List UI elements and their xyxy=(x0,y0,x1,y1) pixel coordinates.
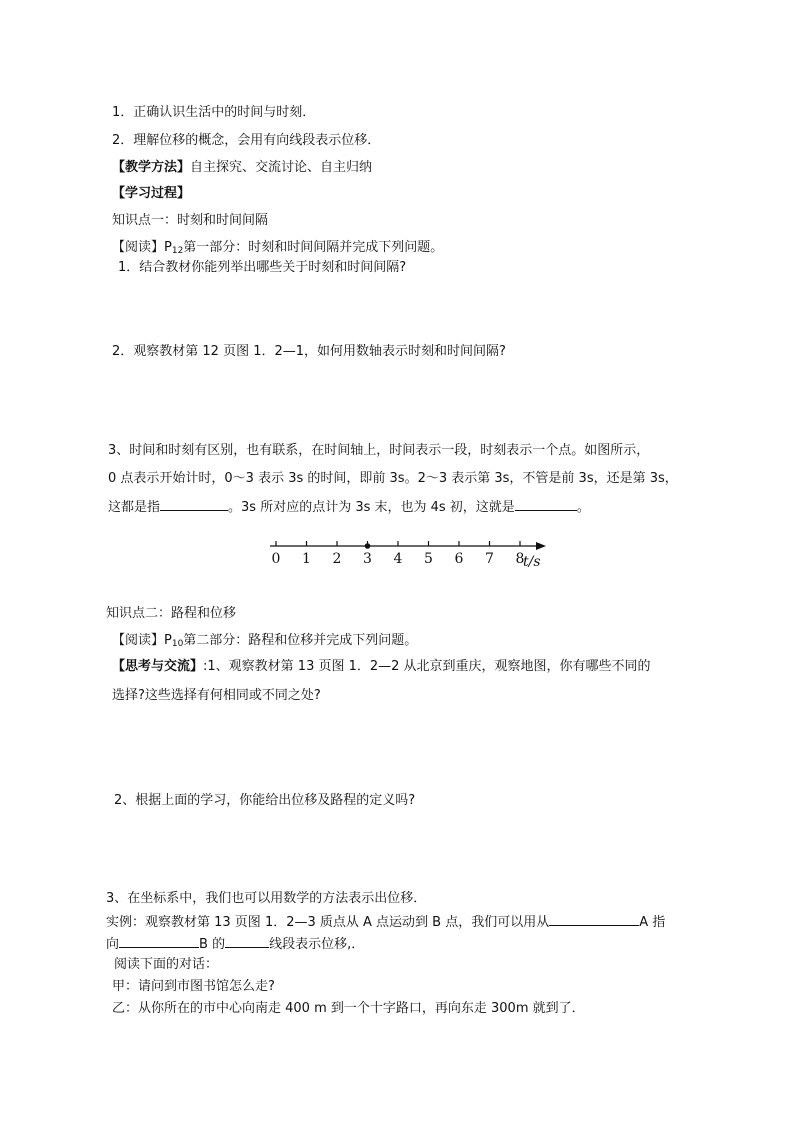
learning-process-heading: 【学习过程】 xyxy=(112,186,191,201)
reading-instruction-1 xyxy=(112,239,443,257)
example-text-e: 线段表示位移,． xyxy=(269,937,365,952)
axis-tick-label-7: 7 xyxy=(485,551,494,567)
think-exchange xyxy=(112,658,651,676)
reading-text-2: 第二部分：路程和位移并完成下列问题。 xyxy=(183,633,418,648)
axis-tick-label-3: 3 xyxy=(363,551,372,567)
axis-marked-point xyxy=(365,543,371,549)
question-1-3-line2: 0 点表示开始计时，0～3 表示 3s 的时间，即前 3s。2～3 表示第 3s，不管是前 3s，还是第 3s， xyxy=(108,471,678,486)
page-subscript: 12 xyxy=(171,246,184,256)
objective-1: 1．正确认识生活中的时间与时刻． xyxy=(112,105,316,120)
q3-text-a: 这都是指 xyxy=(108,500,161,515)
question-1-3-line3 xyxy=(108,497,590,517)
example-line1 xyxy=(106,912,665,932)
reading-prefix-2: 【阅读】P xyxy=(112,633,172,648)
axis-tick-label-2: 2 xyxy=(332,551,342,567)
axis-tick-label-6: 6 xyxy=(454,551,464,567)
example-line2 xyxy=(106,934,364,954)
answer-blank-3[interactable] xyxy=(549,912,639,926)
question-1-1: 1．结合教材你能列举出哪些关于时刻和时间间隔? xyxy=(118,260,407,275)
example-text-c: 向 xyxy=(106,937,120,952)
question-2-2: 2、根据上面的学习，你能给出位移及路程的定义吗? xyxy=(114,793,416,808)
teaching-method-text: 自主探究、交流讨论、自主归纳 xyxy=(190,160,373,175)
think-exchange-text: :1、观察教材第 13 页图 1．2—2 从北京到重庆，观察地图，你有哪些不同的 xyxy=(203,659,651,674)
answer-blank-5[interactable] xyxy=(225,934,269,948)
question-1-2: 2．观察教材第 12 页图 1．2—1，如何用数轴表示时刻和时间间隔? xyxy=(112,344,506,359)
example-text-a: 实例：观察教材第 13 页图 1．2—3 质点从 A 点运动到 B 点，我们可以用从 xyxy=(106,915,550,930)
dialog-yi: 乙：从你所在的市中心向南走 400 m 到一个十字路口，再向东走 300m 就到了． xyxy=(112,1001,585,1016)
axis-unit-label: t/s xyxy=(523,554,541,570)
reading-prefix: 【阅读】P xyxy=(112,240,172,255)
question-1-3-line1: 3、时间和时刻有区别，也有联系，在时间轴上，时间表示一段，时刻表示一个点。如图所示， xyxy=(108,443,650,458)
axis-tick-label-4: 4 xyxy=(393,551,403,567)
reading-instruction-2 xyxy=(112,632,417,650)
teaching-method-label: 【教学方法】 xyxy=(112,160,191,175)
knowledge-point-2-title: 知识点二：路程和位移 xyxy=(106,606,237,621)
example-text-b: A 指 xyxy=(639,915,666,930)
time-axis xyxy=(262,536,562,572)
objective-2: 2．理解位移的概念，会用有向线段表示位移． xyxy=(112,133,381,148)
q3-text-b: 。3s 所对应的点计为 3s 末，也为 4s 初，这就是 xyxy=(228,500,515,515)
question-2-3: 3、在坐标系中，我们也可以用数学的方法表示出位移． xyxy=(106,891,427,906)
reading-text: 第一部分：时刻和时间间隔并完成下列问题。 xyxy=(183,240,444,255)
axis-tick-label-0: 0 xyxy=(271,551,281,567)
example-text-d: B 的 xyxy=(199,937,226,952)
dialog-jia: 甲：请问到市图书馆怎么走? xyxy=(112,979,275,994)
dialog-intro: 阅读下面的对话： xyxy=(114,957,219,972)
axis-tick-label-5: 5 xyxy=(424,551,433,567)
answer-blank-4[interactable] xyxy=(119,934,199,948)
axis-tick-label-8: 8 xyxy=(515,551,525,567)
knowledge-point-1-title: 知识点一：时刻和时间间隔 xyxy=(112,213,269,228)
axis-tick-label-1: 1 xyxy=(302,551,311,567)
answer-blank-1[interactable] xyxy=(160,497,228,511)
think-exchange-line2: 选择?这些选择有何相同或不同之处? xyxy=(112,688,321,703)
answer-blank-2[interactable] xyxy=(515,497,577,511)
q3-text-c: 。 xyxy=(576,500,590,515)
page-subscript-2: 10 xyxy=(171,639,184,649)
think-exchange-label: 【思考与交流】 xyxy=(112,659,204,674)
teaching-method xyxy=(112,159,372,177)
